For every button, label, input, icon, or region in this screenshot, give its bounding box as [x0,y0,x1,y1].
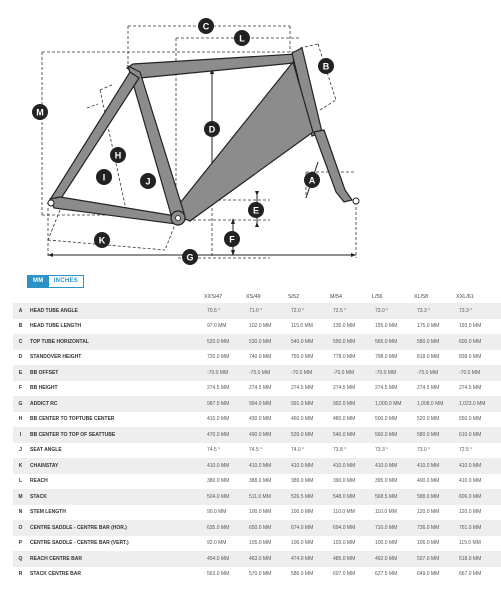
row-value: 485.0 MM [330,551,372,567]
unit-inches-button[interactable]: INCHES [49,276,83,287]
size-header: XXS/47 [204,294,223,300]
row-value: 550.0 MM [459,416,482,423]
row-value: 563.0 MM [207,571,230,578]
row-name: BB CENTER TO TOPTUBE CENTER [30,416,115,423]
row-value: 110.0 MM [333,509,355,516]
row-value: 72.5 ° [459,447,473,454]
row-value: 490.0 MM [246,427,288,443]
row-value: 761.0 MM [456,520,501,536]
row-value: 540.0 MM [288,334,330,350]
row-value: -70.0 MM [414,365,456,381]
row-name: ADDICT RC [28,396,204,412]
label-badge-D [204,121,220,137]
row-letter: F [18,385,23,392]
row-letter: O [13,520,28,536]
row-value: 274.5 MM [375,385,398,392]
row-value: 71.0 ° [246,303,288,319]
row-value: 390.0 MM [333,478,356,485]
row-value: 838.0 MM [459,354,482,361]
row-value: 755.0 MM [291,354,314,361]
size-header: XXL/61 [456,294,474,300]
row-value: 410.0 MM [246,458,288,474]
row-value: 274.5 MM [207,385,230,392]
svg-text:I: I [102,172,106,183]
svg-text:D: D [208,124,216,135]
row-value: 274.5 MM [417,385,440,392]
row-value: 73.0 ° [417,447,431,454]
row-value: 115.0 MM [459,540,481,547]
row-value: 410.0 MM [288,458,330,474]
table-row [13,520,501,536]
row-letter: L [18,478,23,485]
row-value: 507.0 MM [414,551,456,567]
row-value: 568.5 MM [372,489,414,505]
row-value: -70.0 MM [204,365,246,381]
row-letter: J [19,447,22,454]
row-value: 607.0 MM [333,571,356,578]
row-value: -70.0 MM [246,365,288,381]
row-value: -70.0 MM [456,365,501,381]
row-value: 511.0 MM [246,489,288,505]
table-row [13,551,501,567]
geometry-table [13,291,501,582]
row-value: 90.0 MM [207,509,227,516]
row-letter: A [13,303,28,319]
row-value: 520.0 MM [417,416,440,423]
row-value: 72.0 ° [288,303,330,319]
row-letter: Q [13,551,28,567]
row-letter: R [18,571,23,578]
row-value: 798.0 MM [375,354,398,361]
svg-text:L: L [239,33,245,44]
row-value: 410.0 MM [414,458,456,474]
row-value: 92.0 MM [207,540,227,547]
row-value: 106.0 MM [291,540,314,547]
row-value: 135.0 MM [333,323,356,330]
label-badge-M [32,104,48,120]
row-value: 649.0 MM [417,571,440,578]
row-value: 565.0 MM [372,334,414,350]
table-row [13,458,501,474]
row-value: 73.0 ° [372,303,414,319]
row-letter: N [18,509,23,516]
row-letter: C [13,334,28,350]
row-value: 410.0 MM [204,458,246,474]
row-value: 570.0 MM [249,571,272,578]
frame-geometry-diagram [0,0,501,268]
row-name: STANDOVER HEIGHT [30,354,82,361]
row-value: 526.5 MM [288,489,330,505]
row-value: 580.0 MM [414,427,456,443]
row-value: 100.0 MM [291,509,314,516]
label-badge-I [96,169,112,185]
table-row [13,381,501,397]
row-value: 550.0 MM [330,334,372,350]
table-row [13,489,501,505]
row-value: 73.8 ° [333,447,347,454]
label-badge-J [140,173,156,189]
row-value: 120.0 MM [459,509,482,516]
row-name: TOP TUBE HORIZONTAL [28,334,204,350]
row-value: 740.0 MM [249,354,272,361]
row-letter: I [13,427,28,443]
size-header: S/52 [288,294,300,300]
svg-text:A: A [308,175,316,186]
table-row [13,536,501,552]
row-value: 193.0 MM [459,323,482,330]
row-value: 115.0 MM [291,323,313,330]
row-value: 504.0 MM [204,489,246,505]
row-value: 1,008.0 MM [414,396,456,412]
row-value: 474.0 MM [288,551,330,567]
row-value: 110.0 MM [375,509,397,516]
row-value: 588.0 MM [414,489,456,505]
row-name: REACH [30,478,48,485]
row-value: 500.0 MM [375,416,398,423]
size-header: L/56 [372,294,383,300]
svg-text:F: F [229,234,235,245]
row-value: 100.0 MM [249,509,272,516]
row-value: 460.0 MM [291,416,314,423]
label-badge-E [248,202,264,218]
row-value: 410.0 MM [207,416,230,423]
bike-frame [48,48,359,225]
svg-text:K: K [98,235,106,246]
svg-text:M: M [36,107,44,118]
row-value: 73.3 ° [456,303,501,319]
row-value: 520.0 MM [204,334,246,350]
row-value: 635.0 MM [204,520,246,536]
row-value: 175.0 MM [417,323,440,330]
row-value: 778.0 MM [333,354,356,361]
row-value: 274.5 MM [291,385,314,392]
row-value: 103.0 MM [333,540,356,547]
row-letter: H [18,416,23,423]
row-letter: E [13,365,28,381]
table-row [13,505,501,521]
label-badge-F [224,231,240,247]
row-letter: D [18,354,23,361]
row-name: STACK CENTRE BAR [30,571,82,578]
label-badge-H [110,147,126,163]
size-header: M/54 [330,294,342,300]
svg-text:E: E [252,205,260,216]
row-value: 560.0 MM [372,427,414,443]
row-value: 710.0 MM [372,520,414,536]
row-name: CHAINSTAY [28,458,204,474]
row-value: 389.0 MM [291,478,314,485]
row-value: -70.0 MM [372,365,414,381]
row-value: 994.0 MM [246,396,288,412]
row-value: 274.5 MM [459,385,482,392]
size-header-row [13,291,501,303]
row-value: 73.3 ° [414,303,456,319]
row-name: STEM LENGTH [30,509,66,516]
row-value: 548.0 MM [330,489,372,505]
row-name: HEAD TUBE ANGLE [28,303,204,319]
row-value: 1,000.0 MM [372,396,414,412]
row-value: 463.0 MM [246,551,288,567]
row-value: 380.0 MM [207,478,230,485]
row-value: 1,023.0 MM [456,396,501,412]
row-letter: G [13,396,28,412]
row-value: 606.0 MM [456,489,501,505]
label-badge-A [304,172,320,188]
row-value: 454.0 MM [204,551,246,567]
row-value: 388.0 MM [249,478,272,485]
row-value: 74.0 ° [291,447,305,454]
row-value: 120.0 MM [417,509,440,516]
size-header: XS/49 [246,294,261,300]
row-value: 991.0 MM [288,396,330,412]
table-row [13,365,501,381]
row-value: 410.0 MM [330,458,372,474]
row-name: BB HEIGHT [30,385,58,392]
label-badge-B [318,58,334,74]
table-row [13,412,501,428]
label-badge-L [234,30,250,46]
row-value: 410.0 MM [372,458,414,474]
row-value: 410.0 MM [459,478,482,485]
unit-mm-button[interactable]: MM [28,276,49,287]
svg-text:B: B [322,61,330,72]
row-letter: B [18,323,23,330]
row-value: 987.5 MM [204,396,246,412]
row-value: 492.0 MM [372,551,414,567]
row-value: 650.0 MM [246,520,288,536]
row-value: 720.0 MM [207,354,230,361]
table-row [13,350,501,366]
table-row [13,396,501,412]
label-badge-K [94,232,110,248]
row-value: 395.0 MM [375,478,398,485]
unit-toggle [27,275,84,288]
row-value: 694.0 MM [330,520,372,536]
label-badge-C [198,18,214,34]
row-value: 274.5 MM [333,385,356,392]
row-name: CENTRE SADDLE - CENTRE BAR (HOR.) [28,520,204,536]
row-value: 410.0 MM [456,458,501,474]
table-row [13,567,501,583]
row-value: 72.5 ° [330,303,372,319]
row-value: 274.5 MM [249,385,272,392]
table-row [13,303,501,319]
row-letter: P [18,540,23,547]
table-row [13,334,501,350]
row-value: -70.0 MM [330,365,372,381]
row-value: 520.0 MM [288,427,330,443]
row-value: 610.0 MM [456,427,501,443]
row-letter: M [13,489,28,505]
row-name: SEAT ANGLE [30,447,62,454]
row-value: 97.0 MM [207,323,227,330]
row-value: 992.0 MM [330,396,372,412]
row-value: 530.0 MM [246,334,288,350]
row-value: 600.0 MM [456,334,501,350]
svg-text:J: J [145,176,151,187]
table-row [13,474,501,490]
row-value: 106.0 MM [417,540,440,547]
svg-text:H: H [114,150,122,161]
row-name: REACH CENTRE BAR [28,551,204,567]
row-value: -70.0 MM [288,365,330,381]
row-value: 580.0 MM [414,334,456,350]
row-name: STACK [28,489,204,505]
svg-text:G: G [186,252,194,263]
table-row [13,427,501,443]
row-value: 518.0 MM [456,551,501,567]
row-value: 667.0 MM [459,571,482,578]
row-value: 430.0 MM [249,416,272,423]
row-value: 540.0 MM [330,427,372,443]
row-value: 736.0 MM [414,520,456,536]
table-row [13,443,501,459]
row-value: 586.0 MM [291,571,314,578]
row-value: 100.0 MM [375,540,398,547]
row-name: HEAD TUBE LENGTH [30,323,82,330]
row-name: BB OFFSET [28,365,204,381]
row-value: 480.0 MM [333,416,356,423]
row-value: 155.0 MM [375,323,398,330]
row-value: 470.0 MM [204,427,246,443]
row-value: 818.0 MM [417,354,440,361]
table-row [13,319,501,335]
size-header: XL/58 [414,294,429,300]
row-value: 105.0 MM [249,540,272,547]
row-letter: K [13,458,28,474]
label-badge-G [182,249,198,265]
row-value: 73.3 ° [375,447,389,454]
row-value: 74.5 ° [249,447,263,454]
row-value: 102.0 MM [249,323,272,330]
row-value: 70.5 ° [204,303,246,319]
row-value: 674.0 MM [288,520,330,536]
svg-text:C: C [202,21,210,32]
row-name: CENTRE SADDLE - CENTRE BAR (VERT.) [30,540,129,547]
row-name: BB CENTER TO TOP OF SEATTUBE [28,427,204,443]
row-value: 74.5 ° [207,447,221,454]
row-value: 400.0 MM [417,478,440,485]
row-value: 627.5 MM [375,571,398,578]
